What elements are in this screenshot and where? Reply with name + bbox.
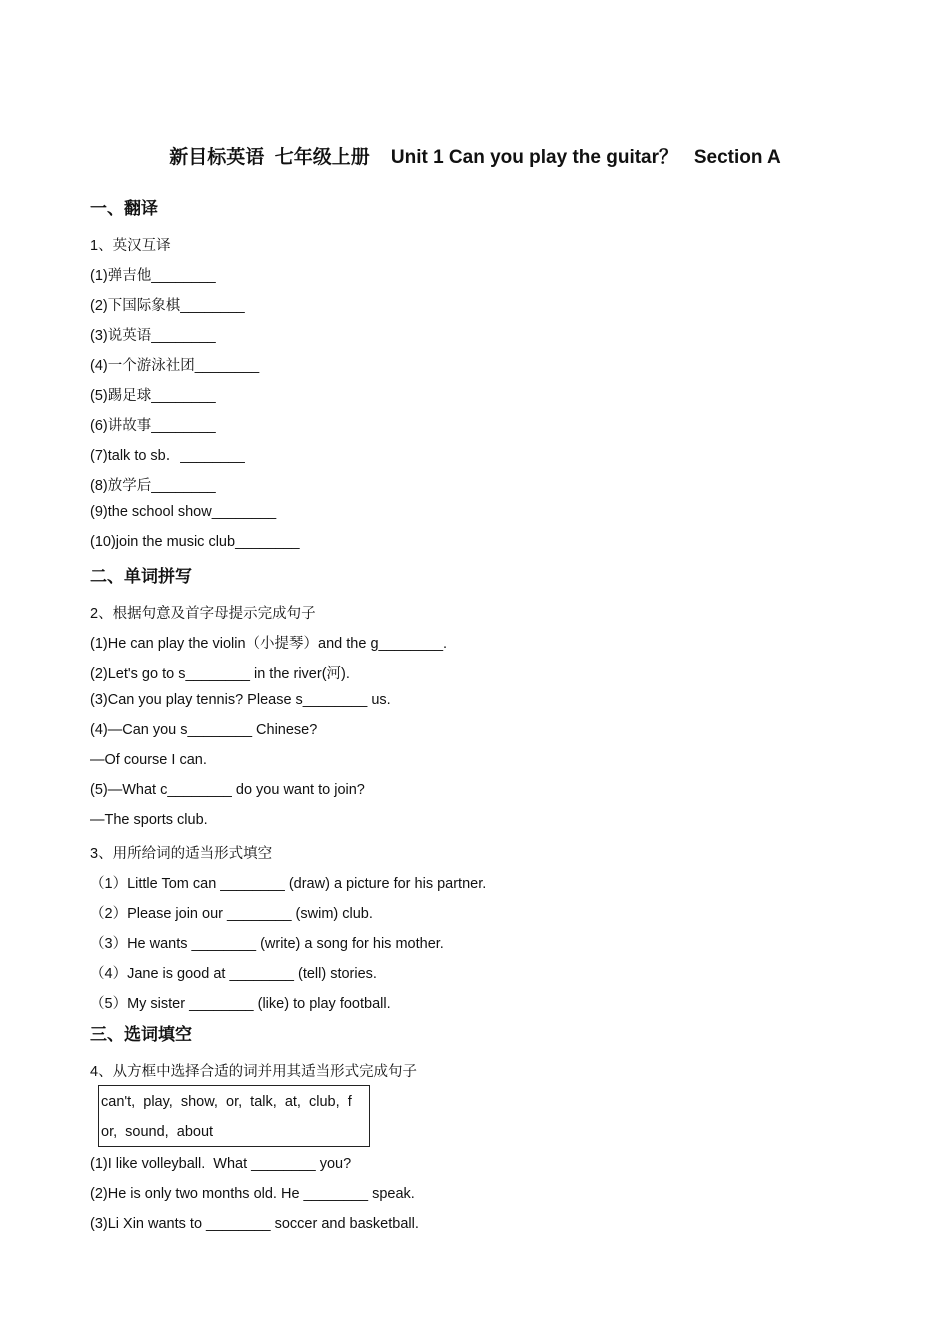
question-2-item: (1)He can play the violin（小提琴）and the g________. bbox=[90, 636, 448, 652]
question-1-item: (7)talk to sb．________ bbox=[90, 448, 245, 464]
section-heading-translation: 一、翻译 bbox=[90, 199, 158, 218]
question-3-item: （1）Little Tom can ________ (draw) a picture for his partner. bbox=[90, 876, 487, 892]
question-3-heading: 3、用所给词的适当形式填空 bbox=[90, 846, 273, 862]
question-3-item: （5）My sister ________ (like) to play football. bbox=[90, 996, 391, 1012]
question-1-heading: 1、英汉互译 bbox=[90, 238, 171, 254]
question-1-item: (4)一个游泳社团________ bbox=[90, 358, 260, 374]
question-2-item: —Of course I can. bbox=[90, 752, 207, 768]
word-bank-line: or, sound, about bbox=[101, 1124, 214, 1140]
question-1-item: (2)下国际象棋________ bbox=[90, 298, 245, 314]
question-3-item: （4）Jane is good at ________ (tell) stories. bbox=[90, 966, 377, 982]
question-1-item: (5)踢足球________ bbox=[90, 388, 216, 404]
question-4-item: (3)Li Xin wants to ________ soccer and basketball. bbox=[90, 1216, 419, 1232]
question-2-item: —The sports club. bbox=[90, 812, 208, 828]
question-3-item: （3）He wants ________ (write) a song for his mother. bbox=[90, 936, 444, 952]
question-2-heading: 2、根据句意及首字母提示完成句子 bbox=[90, 606, 316, 622]
section-heading-spelling: 二、单词拼写 bbox=[90, 567, 192, 586]
question-2-item: (4)—Can you s________ Chinese? bbox=[90, 722, 318, 738]
question-2-item: (5)—What c________ do you want to join? bbox=[90, 782, 365, 798]
question-4-item: (2)He is only two months old. He ________ speak. bbox=[90, 1186, 415, 1202]
question-1-item: (9)the school show________ bbox=[90, 504, 277, 520]
question-3-item: （2）Please join our ________ (swim) club. bbox=[90, 906, 373, 922]
question-4-heading: 4、从方框中选择合适的词并用其适当形式完成句子 bbox=[90, 1064, 418, 1080]
question-1-item: (8)放学后________ bbox=[90, 478, 216, 494]
question-4-item: (1)I like volleyball. What ________ you? bbox=[90, 1156, 352, 1172]
section-heading-word-choice: 三、选词填空 bbox=[90, 1025, 192, 1044]
question-1-item: (10)join the music club________ bbox=[90, 534, 300, 550]
question-1-item: (1)弹吉他________ bbox=[90, 268, 216, 284]
question-2-item: (2)Let's go to s________ in the river(河). bbox=[90, 666, 350, 682]
word-bank-line: can't, play, show, or, talk, at, club, f bbox=[101, 1094, 352, 1110]
question-1-item: (3)说英语________ bbox=[90, 328, 216, 344]
question-1-item: (6)讲故事________ bbox=[90, 418, 216, 434]
word-bank-box bbox=[98, 1085, 370, 1147]
question-2-item: (3)Can you play tennis? Please s________ us. bbox=[90, 692, 391, 708]
page-title: 新目标英语 七年级上册 Unit 1 Can you play the guitar？ Section A bbox=[169, 147, 781, 168]
